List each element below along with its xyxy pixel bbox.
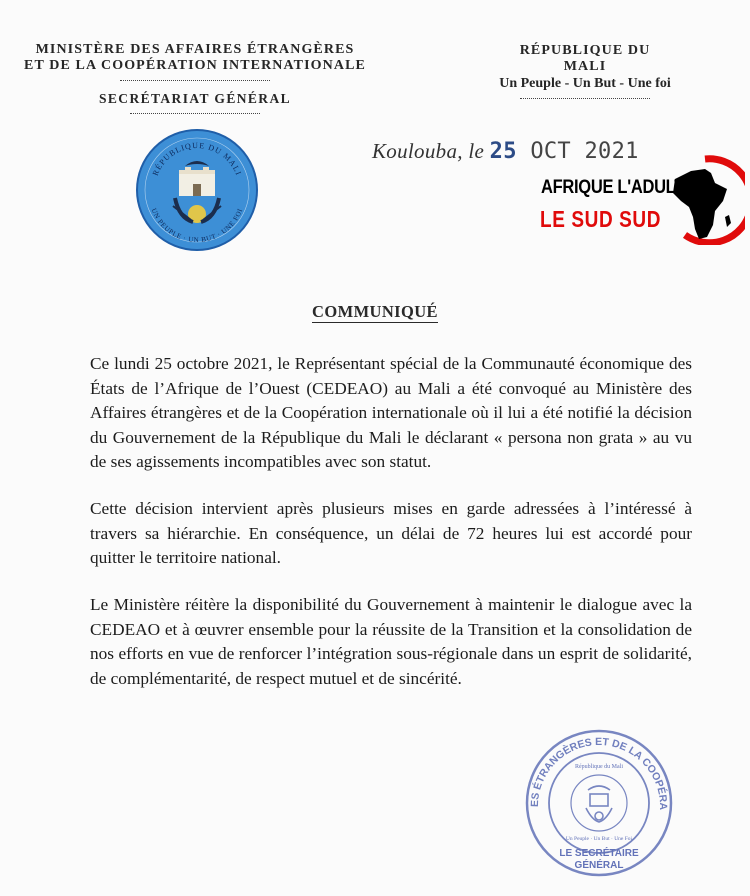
secretariat-label: SECRÉTARIAT GÉNÉRAL	[98, 91, 291, 106]
watermark-line1: AFRIQUE L'ADULTE	[541, 176, 695, 198]
mali-coat-of-arms-seal	[135, 128, 259, 252]
stamp-bottom-line2: GÉNÉRAL	[574, 860, 624, 871]
official-stamp	[524, 728, 674, 878]
paragraph-2: Cette décision intervient après plusieurs mises en garde adressées à l’intéressé à travers sa hiérarchie. En conséquence, un délai de 72 heures lui est accordé pour quitter le territoire national.	[90, 499, 692, 568]
seal-top-text: RÉPUBLIQUE DU MALI	[150, 140, 244, 178]
paragraph-1: Ce lundi 25 octobre 2021, le Représentant spécial de la Communauté économique des États de l’Afrique de l’Ouest (CEDEAO) au Mali a été convoqué au Ministère des Affaires étrangères et de la Coopération internationale où il lui a été notifié la décision du Gouvernement de la République du Mali le déclarant « persona non grata » au vu de ses agissements incompatibles avec son statut.	[90, 354, 692, 472]
stamp-inner-top: République du Mali	[575, 764, 623, 770]
communique-title: COMMUNIQUÉ	[312, 302, 438, 321]
watermark-line2: LE SUD SUD	[540, 208, 662, 234]
republic-header	[497, 43, 673, 99]
republic-motto: Un Peuple - Un But - Une foi	[499, 76, 671, 91]
paragraph-3: Le Ministère réitère la disponibilité du Gouvernement à maintenir le dialogue avec la CEDEAO et à œuvrer ensemble pour la réussite de la Transition et la consolidation de nos efforts en vue de renforcer l’intégration sous-régionale dans un esprit de solidarité, de complémentarité, de respect mutuel et de sincérité.	[90, 595, 692, 688]
header-divider	[120, 80, 270, 81]
stamp-inner-bottom: Un Peuple · Un But · Une Foi	[565, 836, 633, 842]
header-divider	[130, 113, 260, 114]
stamp-outer-text: ES ÉTRANGÈRES ET DE LA COOPÉRA	[528, 735, 670, 810]
stamp-emblem-icon	[586, 786, 612, 822]
ministry-name-line1: MINISTÈRE DES AFFAIRES ÉTRANGÈRES	[35, 42, 355, 57]
date-month-year: OCT 2021	[530, 139, 639, 164]
watermark-logo	[530, 155, 745, 245]
place-label: Koulouba, le	[372, 139, 485, 163]
stamp-bottom-line1: LE SECRÉTAIRE	[559, 848, 639, 859]
header-divider	[520, 98, 650, 99]
ministry-header	[20, 42, 370, 114]
ministry-name-line2: ET DE LA COOPÉRATION INTERNATIONALE	[24, 58, 366, 73]
document-title	[0, 302, 750, 322]
seal-bottom-text: UN PEUPLE · UN BUT · UNE FOI	[149, 207, 245, 245]
date-day: 25	[489, 139, 517, 164]
republic-name: RÉPUBLIQUE DU MALI	[519, 43, 651, 74]
